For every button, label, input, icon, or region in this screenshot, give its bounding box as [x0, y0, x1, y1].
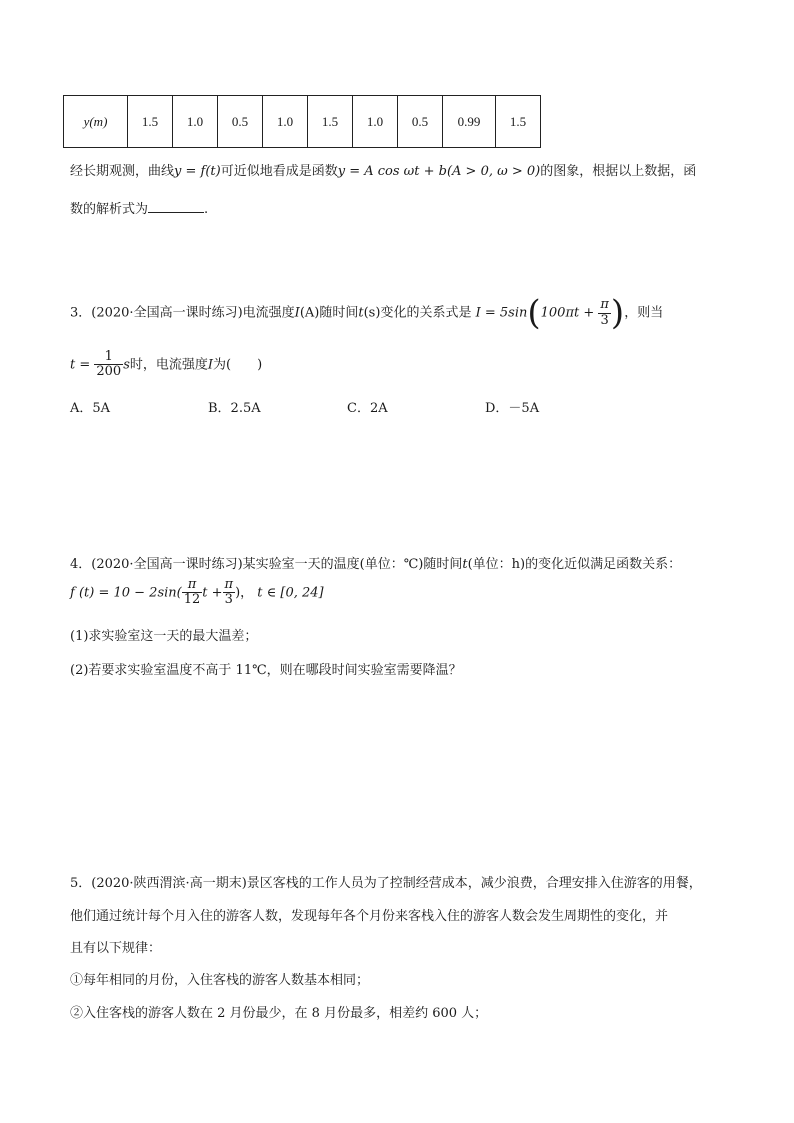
table-cell: 0.99 [443, 96, 496, 148]
q5-line3: 且有以下规律： [70, 941, 162, 956]
q4-function: f (t) = 10 − 2sin( $\frac{\pi}{12}$ t + $\frac{\pi}{3}$ )， t ∈ [0, 24] [70, 577, 324, 608]
table-cell: 0.5 [218, 96, 263, 148]
q5-line2: 他们通过统计每个月入住的游客人数，发现每年各个月份来客栈入住的游客人数会发生周期性的变化，并 [70, 909, 669, 924]
table-cell: 1.0 [263, 96, 308, 148]
table-cell: 1.5 [308, 96, 353, 148]
q3-stem: 3．(2020·全国高一课时练习)电流强度I(A)随时间t(s)变化的关系式是 I = 5sin(100πt + $\frac{\pi}{3}$ )，则当 [70, 293, 664, 333]
q2-line2: 数的解析式为 . [70, 202, 209, 217]
pi-over-3-fraction: $\frac{\pi}{3}$ [600, 297, 609, 328]
pi-over-3-fraction: $\frac{\pi}{3}$ [224, 577, 234, 608]
q3-option-a: A．5A [70, 401, 111, 416]
table-cell: 1.5 [496, 96, 541, 148]
q4-part2: (2)若要求实验室温度不高于 11℃，则在哪段时间实验室需要降温？ [70, 663, 462, 678]
one-over-200-fraction: $\frac{1}{200}$ [96, 349, 122, 380]
q2-line1: 经长期观测，曲线y = f(t)可近似地看成是函数y = A cos ωt + b(A > 0, ω > 0)的图象，根据以上数据，函 [70, 164, 697, 179]
table-cell: 1.0 [173, 96, 218, 148]
q4-stem: 4．(2020·全国高一课时练习)某实验室一天的温度(单位：℃)随时间t(单位：h)的变化近似满足函数关系： [70, 557, 682, 572]
table-cell: 0.5 [398, 96, 443, 148]
q5-rule1: ①每年相同的月份，入住客栈的游客人数基本相同； [70, 973, 370, 988]
pi-over-12-fraction: $\frac{\pi}{12}$ [183, 577, 201, 608]
q4-part1: (1)求实验室这一天的最大温差； [70, 629, 258, 644]
answer-blank [148, 200, 204, 213]
table-cell: 1.0 [353, 96, 398, 148]
q3-option-d: D．－5A [485, 401, 540, 416]
data-table [63, 95, 541, 148]
q5-rule2: ②入住客栈的游客人数在 2 月份最少，在 8 月份最多，相差约 600 人； [70, 1006, 488, 1021]
table-cell: 1.5 [128, 96, 173, 148]
table-row [64, 96, 541, 148]
q3-condition: t = $\frac{1}{200}$ s时，电流强度I为( ) [70, 349, 263, 380]
q3-option-b: B．2.5A [208, 401, 261, 416]
q3-option-c: C．2A [347, 401, 388, 416]
table-header-cell: y(m) [64, 96, 128, 148]
q5-line1: 5．(2020·陕西渭滨·高一期末)景区客栈的工作人员为了控制经营成本，减少浪费，合理安排入住游客的用餐， [70, 876, 702, 891]
